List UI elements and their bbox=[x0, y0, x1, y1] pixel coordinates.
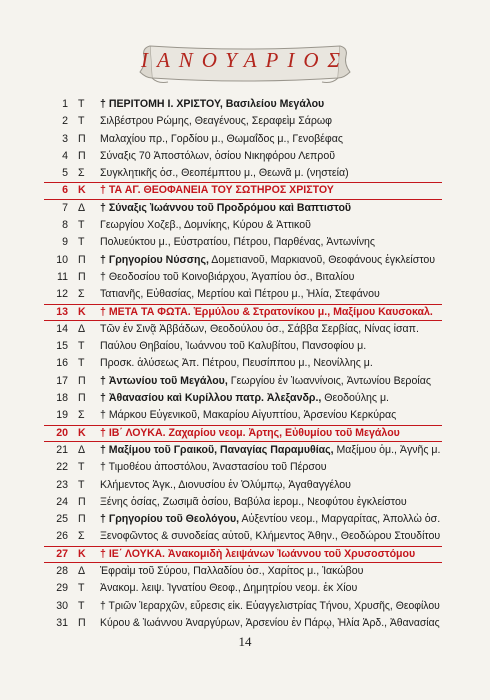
feast-bold-text: † ΤΑ ΑΓ. ΘΕΟΦΑΝΕΙΑ ΤΟΥ ΣΩΤΗΡΟΣ ΧΡΙΣΤΟΥ bbox=[100, 184, 334, 197]
weekday-letter: Κ bbox=[78, 305, 86, 318]
weekday-letter: Π bbox=[78, 513, 86, 526]
feast-text-inner bbox=[100, 234, 375, 251]
feast-text-inner bbox=[100, 96, 324, 113]
feast-text bbox=[100, 338, 366, 355]
feast-text-inner bbox=[100, 321, 419, 338]
calendar-row bbox=[44, 252, 442, 269]
feast-text bbox=[100, 200, 351, 217]
calendar-row bbox=[44, 200, 442, 217]
weekday-letter: Π bbox=[78, 495, 86, 508]
calendar-row bbox=[44, 165, 442, 182]
feast-text-inner bbox=[100, 615, 440, 632]
day-number: 21 bbox=[56, 443, 68, 456]
feast-regular-text: Γεωργίου ἐν Ἰωαννίνοις, Ἀντωνίου Βεροίας bbox=[227, 374, 431, 387]
feast-text-inner bbox=[100, 269, 354, 286]
day-number: 23 bbox=[56, 478, 68, 491]
calendar-row bbox=[44, 615, 442, 632]
weekday-letter: Σ bbox=[78, 167, 85, 180]
feast-regular-text: Ξένης ὁσίας, Ζωσιμᾶ ὁσίου, Βαβύλα ἱερομ., Νεοφύτου ἐγκλείστου bbox=[100, 495, 407, 508]
feast-text-inner bbox=[100, 494, 407, 511]
feast-regular-text: Παύλου Θηβαίου, Ἰωάννου τοῦ Καλυβίτου, Πανσοφίου μ. bbox=[100, 340, 367, 353]
feast-text-inner bbox=[100, 598, 440, 615]
day-number: 26 bbox=[56, 530, 68, 543]
weekday-letter: Τ bbox=[78, 461, 85, 474]
feast-regular-text: Πολυεύκτου μ., Εὐστρατίου, Πέτρου, Παρθένας, Ἀντωνίνης bbox=[100, 236, 376, 249]
calendar-row-feast bbox=[44, 182, 442, 199]
feast-text-inner bbox=[100, 113, 332, 130]
weekday-letter: Τ bbox=[78, 340, 85, 353]
calendar-row bbox=[44, 113, 442, 130]
feast-text bbox=[100, 355, 373, 372]
calendar-row bbox=[44, 477, 442, 494]
feast-regular-text: Μαλαχίου πρ., Γορδίου μ., Θωμαΐδος μ., Γενοβέφας bbox=[100, 132, 344, 145]
weekday-letter: Σ bbox=[78, 530, 85, 543]
day-number: 10 bbox=[56, 253, 68, 266]
day-number: 11 bbox=[57, 270, 68, 283]
feast-text bbox=[100, 563, 363, 580]
day-number: 24 bbox=[56, 495, 68, 508]
calendar-row bbox=[44, 563, 442, 580]
feast-text-inner bbox=[100, 459, 327, 476]
feast-text-inner bbox=[100, 373, 431, 390]
feast-text-inner bbox=[100, 563, 363, 580]
weekday-letter: Π bbox=[78, 374, 86, 387]
feast-text bbox=[100, 615, 442, 632]
feast-text-inner bbox=[100, 131, 343, 148]
feast-text bbox=[100, 304, 433, 321]
day-number: 8 bbox=[62, 219, 68, 232]
weekday-letter: Τ bbox=[78, 582, 85, 595]
feast-text bbox=[100, 182, 334, 199]
weekday-letter: Π bbox=[78, 392, 86, 405]
feast-bold-text: † Ἀθανασίου καὶ Κυρίλλου πατρ. Ἀλεξανδρ., bbox=[100, 392, 322, 405]
feast-text bbox=[100, 546, 415, 563]
feast-regular-text: Σύναξις 70 Ἀποστόλων, ὁσίου Νικηφόρου Λεπροῦ bbox=[100, 149, 336, 162]
feast-text-inner bbox=[100, 425, 400, 442]
feast-text-inner bbox=[100, 580, 357, 597]
calendar-row bbox=[44, 373, 442, 390]
calendar-row bbox=[44, 355, 442, 372]
feast-text bbox=[100, 321, 419, 338]
day-number: 31 bbox=[56, 616, 68, 629]
feast-bold-text: † ΠΕΡΙΤΟΜΗ Ι. ΧΡΙΣΤΟΥ, Βασιλείου Μεγάλου bbox=[100, 98, 325, 110]
feast-regular-text: Δομετιανοῦ, Μαρκιανοῦ, Θεοφάνους ἐγκλείστου bbox=[208, 253, 436, 266]
weekday-letter: Δ bbox=[78, 443, 86, 456]
feast-text-inner bbox=[100, 528, 440, 545]
day-number: 4 bbox=[62, 149, 68, 162]
feast-text-inner bbox=[100, 511, 440, 528]
feast-text bbox=[100, 528, 440, 545]
feast-text bbox=[100, 390, 389, 407]
feast-regular-text: Σιλβέστρου Ρώμης, Θεαγένους, Σεραφεὶμ Σάρωφ bbox=[100, 115, 333, 128]
calendar-row bbox=[44, 269, 442, 286]
weekday-letter: Π bbox=[78, 132, 86, 145]
day-number: 16 bbox=[56, 357, 68, 370]
feast-bold-text: † ΜΕΤΑ ΤΑ ΦΩΤΑ. bbox=[100, 305, 191, 318]
day-number: 22 bbox=[56, 461, 68, 474]
day-number: 13 bbox=[56, 305, 68, 318]
feast-text bbox=[100, 286, 380, 303]
feast-text-inner bbox=[100, 390, 389, 407]
feast-bold-text: † Ἀντωνίου τοῦ Μεγάλου, bbox=[100, 374, 228, 387]
day-number: 18 bbox=[56, 392, 68, 405]
feast-bold-text: † Σύναξις Ἰωάννου τοῦ Προδρόμου καὶ Βαπτιστοῦ bbox=[100, 201, 352, 214]
calendar-row bbox=[44, 131, 442, 148]
day-number: 14 bbox=[56, 322, 68, 335]
feast-text-inner bbox=[100, 355, 373, 372]
feast-regular-text: Προσκ. ἁλύσεως Ἀπ. Πέτρου, Πευσίππου μ., Νεονίλλης μ. bbox=[100, 357, 373, 370]
day-number: 27 bbox=[56, 547, 68, 560]
calendar-row bbox=[44, 148, 442, 165]
feast-text bbox=[100, 511, 440, 528]
weekday-letter: Σ bbox=[78, 288, 85, 301]
weekday-letter: Τ bbox=[78, 219, 85, 232]
day-number: 9 bbox=[62, 236, 68, 249]
calendar-row bbox=[44, 598, 442, 615]
weekday-letter: Τ bbox=[78, 115, 85, 128]
day-number: 7 bbox=[62, 201, 68, 214]
feast-regular-text: Κύρου & Ἰωάννου Ἀναργύρων, Ἀρσενίου ἐν Πάρῳ, Ἠλία Ἀρδ., Ἀθανασίας bbox=[100, 616, 440, 629]
weekday-letter: Τ bbox=[78, 236, 85, 249]
feast-bold-text: † ΙΒ΄ ΛΟΥΚΑ. Ζαχαρίου νεομ. Ἀρτης, Εὐθυμίου τοῦ Μεγάλου bbox=[100, 426, 400, 439]
feast-regular-text: † Μάρκου Εὐγενικοῦ, Μακαρίου Αἰγυπτίου, Ἀρσενίου Κερκύρας bbox=[100, 409, 397, 422]
feast-text bbox=[100, 442, 441, 459]
calendar-row-feast bbox=[44, 546, 442, 563]
day-number: 1 bbox=[62, 98, 68, 110]
feast-regular-text: † Τριῶν Ἱεραρχῶν, εὕρεσις εἰκ. Εὐαγγελιστρίας Τήνου, Χρυσῆς, Θεοφίλου bbox=[100, 599, 440, 612]
weekday-letter: Κ bbox=[78, 426, 86, 439]
feast-text-inner bbox=[100, 304, 433, 321]
feast-text-inner bbox=[100, 338, 366, 355]
weekday-letter: Π bbox=[78, 149, 86, 162]
feast-text bbox=[100, 131, 343, 148]
feast-text-inner bbox=[100, 200, 351, 217]
feast-text bbox=[100, 580, 357, 597]
feast-bold-text: † Γρηγορίου τοῦ Θεολόγου, bbox=[100, 513, 240, 526]
feast-bold-text: † Γρηγορίου Νύσσης, bbox=[100, 253, 209, 266]
weekday-letter: Π bbox=[78, 616, 86, 629]
feast-bold-text: † Μαξίμου τοῦ Γραικοῦ, Παναγίας Παραμυθίας, bbox=[100, 443, 334, 456]
weekday-letter: Τ bbox=[78, 478, 85, 491]
day-number: 12 bbox=[56, 288, 68, 301]
feast-text bbox=[100, 494, 407, 511]
calendar-row bbox=[44, 286, 442, 303]
weekday-letter: Π bbox=[78, 270, 86, 283]
day-number: 25 bbox=[56, 513, 68, 526]
feast-bold-text: † ΙΕ΄ ΛΟΥΚΑ. Ἀνακομιδὴ λειψάνων Ἰωάννου τοῦ Χρυσοστόμου bbox=[100, 547, 416, 560]
feast-regular-text: Θεοδούλης μ. bbox=[321, 392, 389, 405]
feast-text-inner bbox=[100, 165, 349, 182]
feast-text bbox=[100, 598, 442, 615]
weekday-letter: Κ bbox=[78, 547, 86, 560]
feast-text bbox=[100, 217, 311, 234]
feast-text bbox=[100, 165, 349, 182]
feast-regular-text: Ἀνακομ. λειψ. Ἰγνατίου Θεοφ., Δημητρίου νεομ. ἐκ Χίου bbox=[100, 582, 358, 595]
day-number: 15 bbox=[56, 340, 68, 353]
weekday-letter: Δ bbox=[78, 201, 86, 214]
feast-text-inner bbox=[100, 217, 311, 234]
feast-text-inner bbox=[100, 442, 440, 459]
feast-regular-text: Τατιανῆς, Εὐθασίας, Μερτίου καὶ Πέτρου μ., Ἠλία, Στεφάνου bbox=[100, 288, 380, 301]
day-number: 28 bbox=[56, 565, 68, 578]
feast-text-inner bbox=[100, 252, 435, 269]
feast-text-inner bbox=[100, 286, 380, 303]
calendar-list bbox=[44, 96, 442, 632]
day-number: 5 bbox=[62, 167, 68, 180]
feast-text-inner bbox=[100, 148, 335, 165]
calendar-row bbox=[44, 407, 442, 424]
feast-text bbox=[100, 113, 332, 130]
feast-regular-text: Ξενοφῶντος & συνοδείας αὐτοῦ, Κλήμεντος Ἀθην., Θεοδώρου Στουδίτου bbox=[100, 530, 441, 543]
day-number: 3 bbox=[62, 132, 68, 145]
month-title: ΙΑΝΟΥΑΡΙΟΣ bbox=[140, 48, 350, 72]
page-number: 14 bbox=[238, 634, 252, 649]
calendar-row bbox=[44, 321, 442, 338]
day-number: 29 bbox=[56, 582, 68, 595]
feast-text bbox=[100, 269, 354, 286]
weekday-letter: Τ bbox=[78, 98, 85, 110]
day-number: 17 bbox=[56, 374, 68, 387]
feast-regular-text: † Τιμοθέου ἀποστόλου, Ἀναστασίου τοῦ Πέρσου bbox=[100, 461, 327, 474]
day-number: 30 bbox=[56, 599, 68, 612]
feast-regular-text: Αὐξεντίου νεομ., Μαργαρίτας, Ἀπολλὼ ὁσ. bbox=[239, 513, 441, 526]
feast-regular-text: Κλήμεντος Ἀγκ., Διονυσίου ἐν Ὀλύμπῳ, Ἀγαθαγγέλου bbox=[100, 478, 351, 491]
weekday-letter: Τ bbox=[78, 357, 85, 370]
calendar-row bbox=[44, 511, 442, 528]
calendar-row bbox=[44, 217, 442, 234]
weekday-letter: Σ bbox=[78, 409, 85, 422]
calendar-row bbox=[44, 442, 442, 459]
feast-text bbox=[100, 425, 400, 442]
calendar-row bbox=[44, 96, 442, 113]
month-title-banner bbox=[138, 42, 352, 88]
feast-regular-text: Ἑρμύλου & Στρατονίκου μ., Μαξίμου Καυσοκαλ. bbox=[190, 305, 433, 318]
feast-text-inner bbox=[100, 546, 415, 563]
weekday-letter: Π bbox=[78, 253, 86, 266]
calendar-row bbox=[44, 234, 442, 251]
feast-regular-text: † Θεοδοσίου τοῦ Κοινοβιάρχου, Ἀγαπίου ὁσ., Βιταλίου bbox=[100, 270, 355, 283]
weekday-letter: Τ bbox=[78, 599, 85, 612]
calendar-row bbox=[44, 459, 442, 476]
feast-text bbox=[100, 252, 435, 269]
feast-regular-text: Ἐφραὶμ τοῦ Σύρου, Παλλαδίου ὁσ., Χαρίτος μ., Ἰακώβου bbox=[100, 565, 364, 578]
calendar-row bbox=[44, 338, 442, 355]
day-number: 20 bbox=[56, 426, 68, 439]
calendar-row bbox=[44, 580, 442, 597]
feast-text bbox=[100, 234, 375, 251]
calendar-row-feast bbox=[44, 304, 442, 321]
feast-text bbox=[100, 459, 327, 476]
feast-text bbox=[100, 373, 431, 390]
feast-regular-text: Γεωργίου Χοζεβ., Δομνίκης, Κύρου & Ἀττικοῦ bbox=[100, 219, 311, 232]
calendar-row-feast bbox=[44, 425, 442, 442]
feast-text bbox=[100, 407, 396, 424]
calendar-row bbox=[44, 494, 442, 511]
feast-regular-text: Συγκλητικῆς ὁσ., Θεοπέμπτου μ., Θεωνᾶ μ. (νηστεία) bbox=[100, 167, 349, 180]
weekday-letter: Δ bbox=[78, 322, 86, 335]
feast-regular-text: Τῶν ἐν Σινᾷ Ἀββάδων, Θεοδούλου ὁσ., Σάββα Σερβίας, Νίνας ἰσαπ. bbox=[100, 322, 419, 335]
feast-text-inner bbox=[100, 182, 334, 199]
feast-text bbox=[100, 96, 324, 113]
weekday-letter: Δ bbox=[78, 565, 86, 578]
feast-text-inner bbox=[100, 407, 396, 424]
feast-text bbox=[100, 148, 335, 165]
weekday-letter: Κ bbox=[78, 184, 86, 197]
feast-regular-text: Μαξίμου ὁμ., Ἁγνῆς μ. bbox=[333, 443, 441, 456]
day-number: 6 bbox=[62, 184, 68, 197]
feast-text-inner bbox=[100, 477, 351, 494]
day-number: 2 bbox=[62, 115, 68, 128]
day-number: 19 bbox=[56, 409, 68, 422]
feast-text bbox=[100, 477, 351, 494]
calendar-row bbox=[44, 528, 442, 545]
calendar-row bbox=[44, 390, 442, 407]
